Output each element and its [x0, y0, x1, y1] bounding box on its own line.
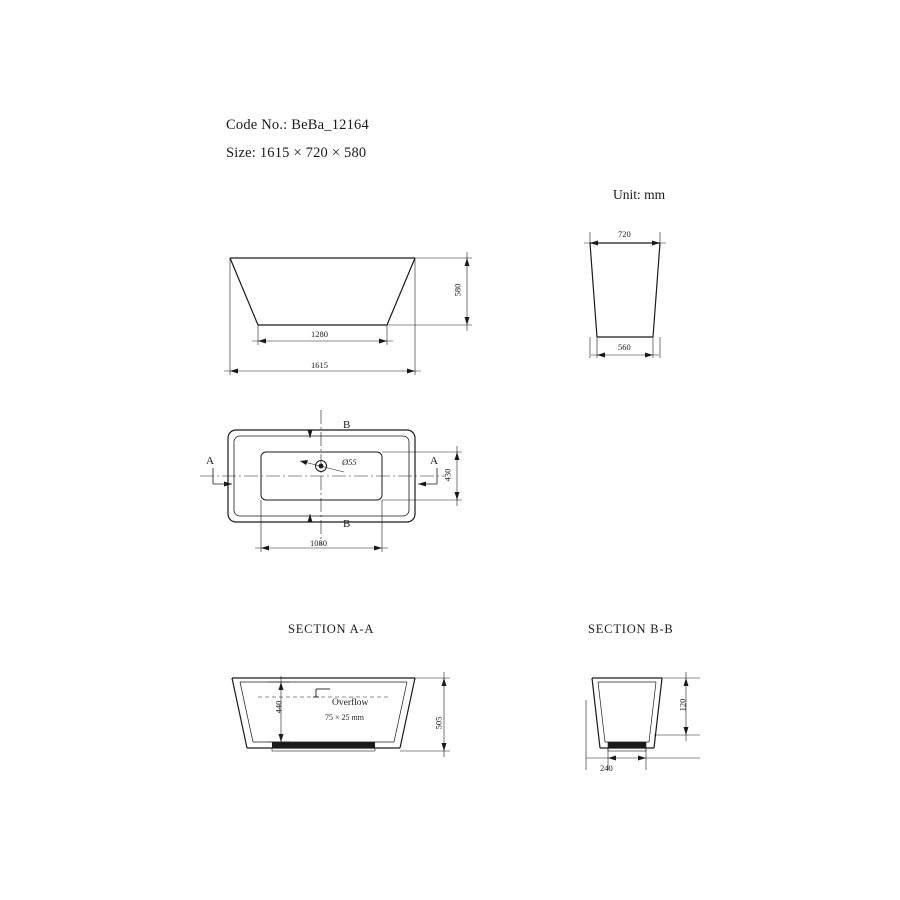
front-bottom-width-dim: 1280 [311, 329, 328, 339]
front-elevation-outline [230, 258, 415, 325]
overflow-size-label: 75 × 25 mm [325, 713, 364, 722]
section-marker-b-bottom: B [343, 518, 351, 530]
section-aa-total-height-dim: 505 [433, 716, 444, 730]
section-bb-foot-width-dim: 240 [600, 763, 613, 773]
top-inner-length-dim: 1080 [310, 538, 327, 548]
top-inner-width-dim: 430 [442, 468, 453, 482]
drain-symbol [300, 460, 344, 472]
side-elevation-outline [590, 243, 660, 337]
front-height-dim: 580 [452, 283, 463, 297]
front-dimension-lines [224, 252, 472, 375]
section-marker-a-right: A [430, 455, 438, 467]
overflow-label: Overflow [332, 698, 369, 708]
section-bb-foot-height-dim: 120 [677, 698, 688, 712]
section-marker-a-lines [213, 468, 437, 487]
section-aa-title: SECTION A-A [288, 622, 375, 636]
side-dimension-lines [584, 232, 666, 358]
section-marker-a-left: A [206, 455, 214, 467]
section-bb-geometry [592, 678, 662, 751]
front-top-width-dim: 1615 [311, 360, 328, 370]
section-bb-title: SECTION B-B [588, 622, 674, 636]
side-top-width-dim: 720 [618, 229, 631, 239]
top-plan-dimension-lines [255, 446, 462, 552]
section-aa-water-depth-dim: 440 [273, 700, 284, 714]
code-number-label: Code No.: BeBa_12164 [226, 117, 369, 133]
side-bottom-width-dim: 560 [618, 342, 631, 352]
section-bb-dimension-lines [586, 672, 700, 770]
size-label: Size: 1615 × 720 × 580 [226, 145, 367, 161]
unit-label: Unit: mm [613, 187, 666, 202]
section-marker-b-top: B [343, 419, 351, 431]
section-aa-geometry [232, 678, 415, 751]
drain-diameter-label: Ø55 [342, 457, 357, 467]
